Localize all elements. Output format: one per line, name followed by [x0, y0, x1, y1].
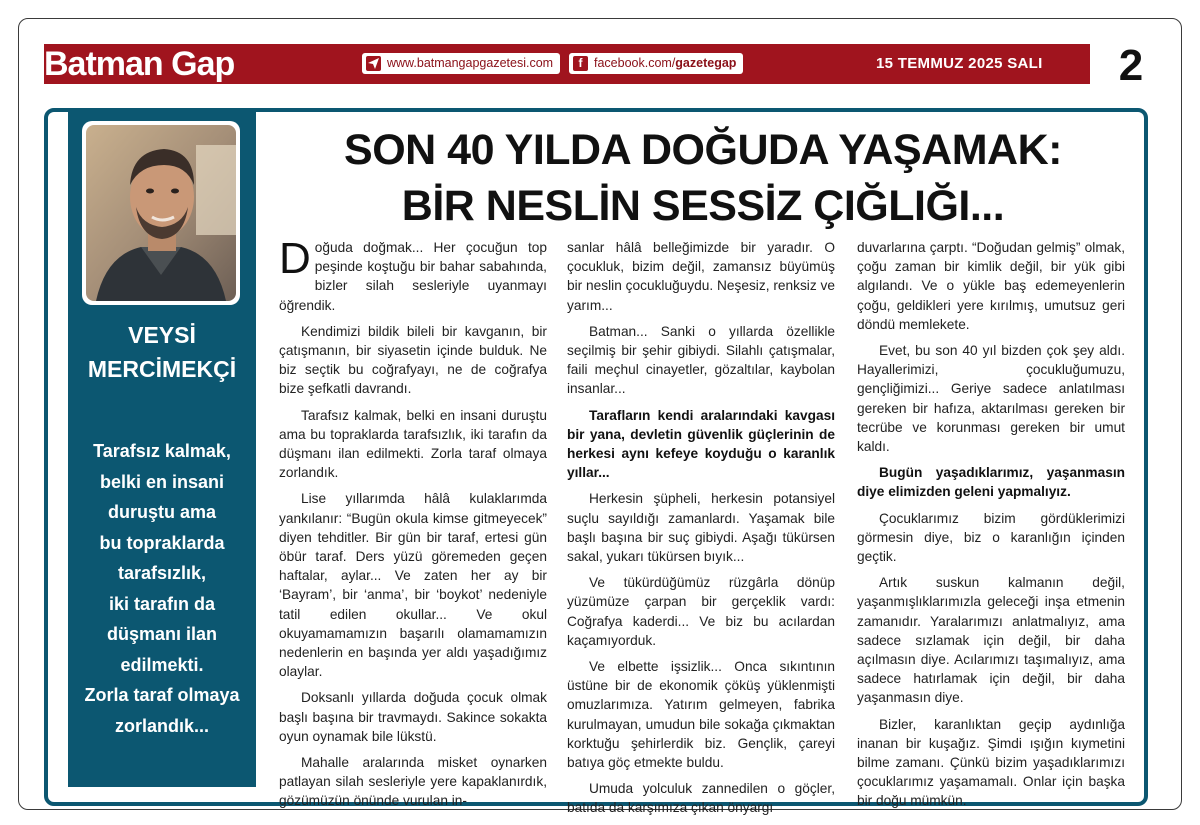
paragraph: Ve elbette işsizlik... Onca sıkıntının üstüne bir de ekonomik çöküş yüklenmişti omuzlarımıza. Yatırım gelmeyen, fabrika kurulmayan, umudun bile sokağa çıkmaktan korktuğu şehirlerdik biz. Gençlik, çareyi batıya göç etmekte buldu. — [567, 659, 835, 771]
facebook-handle: gazetegap — [675, 56, 737, 70]
newspaper-logo: Batman Gap — [44, 45, 235, 83]
facebook-icon: f — [573, 56, 588, 71]
paragraph: Tarafsız kalmak, belki en insani duruştu ama bu topraklarda tarafsızlık, iki tarafın da düşmanı ilan edilmekti. Zorla taraf olmaya zorlandık. — [279, 407, 547, 481]
author-first-name: VEYSİ — [128, 322, 196, 348]
quote-line: edilmekti. — [120, 654, 204, 675]
paragraph: Umuda yolculuk zannedilen o göçler, batıda da karşımıza çıkan önyargı — [567, 781, 835, 816]
quote-line: iki tarafın da — [108, 593, 216, 614]
pull-quote — [68, 436, 256, 741]
issue-date: 15 TEMMUZ 2025 SALI — [876, 55, 1043, 72]
website-url: www.batmangapgazetesi.com — [387, 56, 554, 70]
website-link[interactable] — [362, 53, 560, 74]
quote-line: duruştu ama — [107, 502, 217, 522]
headline-line-1: SON 40 YILDA DOĞUDA YAŞAMAK: — [344, 126, 1062, 174]
author-photo — [86, 125, 236, 301]
author-last-name: MERCİMEKÇİ — [87, 356, 237, 382]
paragraph: Batman... Sanki o yıllarda özellikle seçilmiş bir şehir gibiydi. Silahlı çatışmalar, faili meçhul cinayetler, gözaltılar, kaybolan insanlar... — [567, 323, 835, 397]
drop-cap: D — [279, 234, 311, 283]
quote-line: zorlandık... — [114, 715, 210, 736]
quote-line: bu topraklarda — [99, 532, 225, 553]
bold-paragraph: Tarafların kendi aralarındaki kavgası bir yana, devletin güvenlik güçlerinin de herkesi aynı kefeye koyduğu o karanlık yıllar... — [567, 407, 835, 481]
quote-line: tarafsızlık, — [117, 563, 207, 583]
paragraph: duvarlarına çarptı. “Doğudan gelmiş” olmak, çoğu zaman bir kimlik değil, bir yük gibi algılandı. Ve o yükle baş edemeyenlerin çoğu, geldikleri yere kırılmış, umutsuz geri döndü memlekete. — [857, 240, 1125, 332]
paragraph: Herkesin şüpheli, herkesin potansiyel suçlu sayıldığı zamanlardı. Yaşamak bile başlı başına bir suç gibiydi. Aşağı tükürsen sakal, yukarı tükürsen bıyık... — [567, 491, 835, 565]
paragraph: Evet, bu son 40 yıl bizden çok şey aldı. Hayallerimizi, çocukluğumuzu, gençliğimizi... Geriye sadece anlatılması gereken bir hafıza, aktarılması gereken bir tecrübe ve korunması gereken bir umut kaldı. — [857, 343, 1125, 455]
paragraph: Lise yıllarımda hâlâ kulaklarımda yankılanır: “Bugün okula kimse gitmeyecek” diyen tehditler. Bir gün bir taraf, ertesi gün öbür taraf. Ders yüzü göremeden geçen haftalar, aylar... Ve zaten her ay bir ‘Bayram’, bir ‘anma’, bir ‘boykot’ nedeniyle tatil edilen okullar... Ve okul okuyamamamızın başarılı olamamamızın nedenlerin en başında yer aldı yaşadığımız olaylar. — [279, 491, 547, 680]
paragraph: Ve tükürdüğümüz rüzgârla dönüp yüzümüze çarpan bir gerçeklik vardı: Coğrafya kaderdi... Ve biz bu acılardan kaçamıyorduk. — [567, 575, 835, 648]
quote-line: düşmanı ilan — [106, 624, 218, 644]
quote-line: Zorla taraf olmaya — [84, 685, 240, 705]
paragraph: sanlar hâlâ belleğimizde bir yaradır. O çocukluk, bizim değil, zamansız büyümüş bir neslin çocukluğuydu. Neşesiz, renksiz ve yarım... — [567, 240, 835, 313]
paragraph: Doksanlı yıllarda doğuda çocuk olmak başlı başına bir travmaydı. Sakince sokakta oyun oynamak bile lükstü. — [279, 690, 547, 744]
paragraph: Çocuklarımız bizim gördüklerimizi görmesin diye, biz o karanlığın içinden geçtik. — [857, 510, 1125, 565]
quote-line: belki en insani — [99, 471, 225, 492]
bold-paragraph: Bugün yaşadıklarımız, yaşanmasın diye elimizden geleni yapmalıyız. — [857, 465, 1125, 500]
facebook-link[interactable] — [569, 53, 743, 74]
paragraph: Kendimizi bildik bileli bir kavganın, bir çatışmanın, bir siyasetin içinde bulduk. Ne biz seçtik bu coğrafyayı, ne de coğrafya bize şefkatli davrandı. — [279, 323, 547, 397]
paragraph: Bizler, karanlıktan geçip aydınlığa inanan bir kuşağız. Şimdi ışığın kıymetini bilme zamanı. Çünkü bizim yaşadıklarımızı çocuklarımız yaşamamalı. Onlar için başka bir doğu mümkün. — [857, 716, 1125, 809]
author-name — [68, 318, 256, 386]
facebook-prefix: facebook.com/ — [594, 56, 676, 70]
paragraph: Mahalle aralarında misket oynarken patlayan silah sesleriyle yere kapaklanırdık, gözümüzün önünde vurulan in- — [279, 755, 547, 809]
article-headline — [270, 122, 1136, 234]
paragraph-text: oğuda doğmak... Her çocuğun top peşinde koştuğu bir bahar sabahında, bizler silah sesleriyle uyanmayı öğrendik. — [279, 240, 547, 313]
paragraph: Artık suskun kalmanın değil, yaşanmışlıklarımızla geleceği inşa etmenin zamanıdır. Yaralarımızı anlatmalıyız, ama sadece sızlamak için değil, bir daha açılmasın diye. Acılarımızı taşımalıyız, ama sadece hatırlamak için değil, bir daha yaşanmasın diye. — [857, 575, 1125, 706]
page-number: 2 — [1118, 41, 1144, 90]
send-icon — [366, 56, 381, 71]
paragraph — [279, 234, 547, 315]
article-column-1 — [279, 234, 547, 818]
article-column-3 — [857, 238, 1125, 818]
quote-line: Tarafsız kalmak, — [93, 441, 231, 461]
article-column-2 — [567, 238, 835, 825]
headline-line-2: BİR NESLİN SESSİZ ÇIĞLIĞI... — [401, 182, 1005, 230]
